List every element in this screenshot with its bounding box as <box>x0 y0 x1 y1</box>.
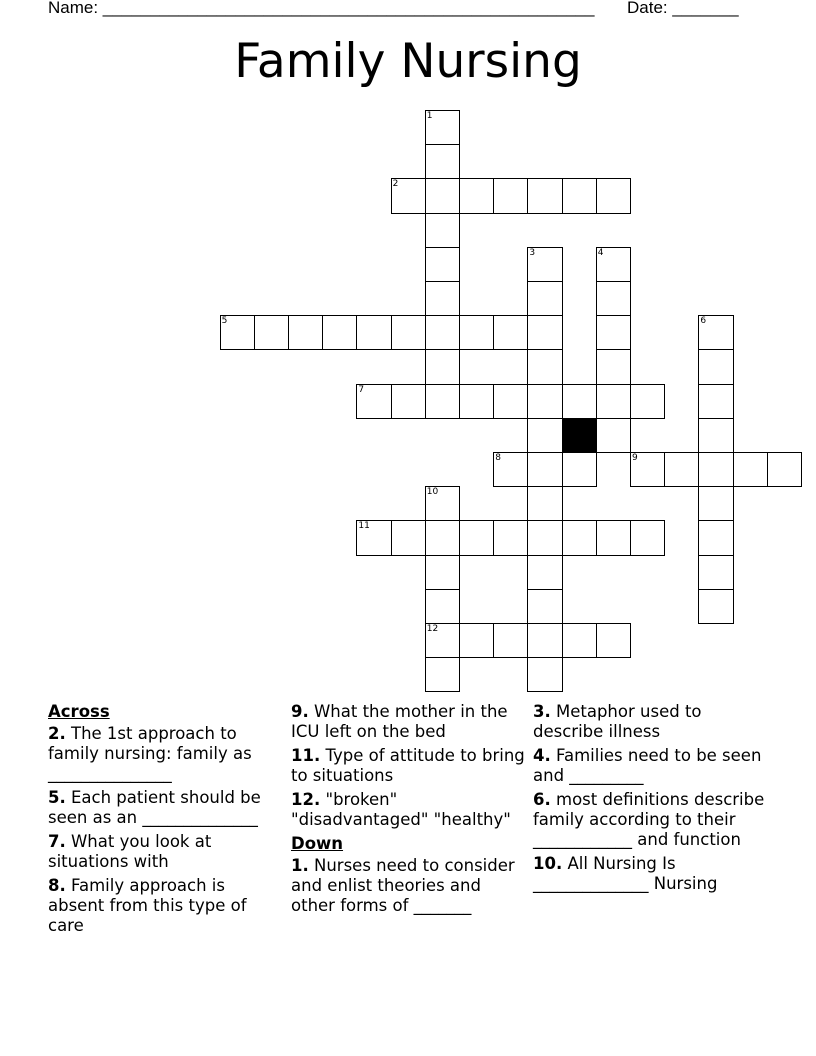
crossword-cell[interactable] <box>596 349 631 384</box>
crossword-cell[interactable] <box>527 555 562 590</box>
crossword-cell[interactable] <box>493 520 528 555</box>
crossword-cell[interactable] <box>493 178 528 213</box>
cell-number: 8 <box>495 453 501 463</box>
clue-across-7 <box>48 832 280 872</box>
cell-number: 7 <box>358 384 365 395</box>
clues-column-2 <box>291 702 527 920</box>
cell-number: 4 <box>597 247 604 258</box>
clue-number: 3. <box>533 702 551 721</box>
crossword-cell[interactable] <box>425 247 460 282</box>
name-field-label: Name: ____________________________________________________ <box>48 0 595 17</box>
crossword-cell[interactable] <box>425 486 460 521</box>
clue-number: 11. <box>291 746 321 765</box>
crossword-cell[interactable] <box>425 144 460 179</box>
crossword-cell[interactable] <box>425 555 460 590</box>
clue-number: 2. <box>48 724 66 743</box>
clue-number: 6. <box>533 790 551 809</box>
crossword-cell[interactable] <box>664 452 699 487</box>
clue-text: What the mother in the ICU left on the bed <box>291 702 508 741</box>
clue-across-5 <box>48 788 280 828</box>
clue-across-8 <box>48 876 280 936</box>
crossword-cell[interactable] <box>596 247 631 282</box>
crossword-cell[interactable] <box>527 589 562 624</box>
crossword-cell[interactable] <box>425 110 460 145</box>
crossword-cell[interactable] <box>596 623 631 658</box>
crossword-cell[interactable] <box>596 315 631 350</box>
clue-number: 9. <box>291 702 309 721</box>
clues-column-1 <box>48 702 280 940</box>
crossword-cell[interactable] <box>527 315 562 350</box>
crossword-cell[interactable] <box>698 486 733 521</box>
crossword-cell[interactable] <box>527 418 562 453</box>
clue-down-6 <box>533 790 773 850</box>
crossword-cell[interactable] <box>356 384 391 419</box>
crossword-cell[interactable] <box>698 349 733 384</box>
clue-number: 10. <box>533 854 563 873</box>
crossword-cell[interactable] <box>425 213 460 248</box>
crossword-cell[interactable] <box>527 452 562 487</box>
clue-text: Type of attitude to bring to situations <box>291 746 525 785</box>
crossword-cell[interactable] <box>425 384 460 419</box>
across-heading: Across <box>48 702 110 721</box>
crossword-cell[interactable] <box>596 178 631 213</box>
crossword-cell[interactable] <box>596 384 631 419</box>
crossword-cell[interactable] <box>562 452 597 487</box>
crossword-cell[interactable] <box>527 349 562 384</box>
crossword-cell[interactable] <box>698 555 733 590</box>
crossword-cell[interactable] <box>459 520 494 555</box>
crossword-cell[interactable] <box>493 623 528 658</box>
clue-number: 1. <box>291 856 309 875</box>
clue-text: Nurses need to consider and enlist theories and other forms of _______ <box>291 856 515 915</box>
crossword-cell[interactable] <box>698 418 733 453</box>
crossword-cell[interactable] <box>562 178 597 213</box>
down-heading: Down <box>291 834 344 853</box>
clue-number: 5. <box>48 788 66 807</box>
clue-text: What you look at situations with <box>48 832 212 871</box>
crossword-cell[interactable] <box>698 315 733 350</box>
crossword-cell[interactable] <box>698 384 733 419</box>
clue-number: 8. <box>48 876 66 895</box>
crossword-cell[interactable] <box>425 589 460 624</box>
page-title: Family Nursing <box>234 34 582 89</box>
crossword-cell[interactable] <box>562 520 597 555</box>
clue-across-2 <box>48 724 280 784</box>
crossword-cell[interactable] <box>527 281 562 316</box>
crossword-cell[interactable] <box>527 178 562 213</box>
clue-across-12 <box>291 790 527 830</box>
cell-number: 6 <box>700 316 707 327</box>
crossword-cell[interactable] <box>459 315 494 350</box>
crossword-cell[interactable] <box>425 178 460 213</box>
cell-number: 5 <box>221 316 228 327</box>
clues-column-3 <box>533 702 773 898</box>
clue-down-1 <box>291 856 527 916</box>
crossword-cell[interactable] <box>425 349 460 384</box>
crossword-cell[interactable] <box>391 178 426 213</box>
clue-text: most definitions describe family according to their ____________ and function <box>533 790 765 849</box>
crossword-cell[interactable] <box>527 384 562 419</box>
crossword-cell[interactable] <box>733 452 768 487</box>
crossword-cell[interactable] <box>459 384 494 419</box>
clue-down-10 <box>533 854 773 894</box>
crossword-cell[interactable] <box>459 623 494 658</box>
crossword-cell[interactable] <box>425 623 460 658</box>
clue-text: The 1st approach to family nursing: family as _______________ <box>48 724 252 783</box>
crossword-cell[interactable] <box>527 486 562 521</box>
crossword-cell[interactable] <box>527 520 562 555</box>
crossword-cell[interactable] <box>630 384 665 419</box>
clue-down-4 <box>533 746 773 786</box>
crossword-cell[interactable] <box>562 384 597 419</box>
date-field-label: Date: _______ <box>627 0 739 17</box>
cell-number: 11 <box>358 521 370 532</box>
crossword-cell[interactable] <box>596 418 631 453</box>
clue-down-3 <box>533 702 773 742</box>
crossword-cell[interactable] <box>630 520 665 555</box>
crossword-cell[interactable] <box>288 315 323 350</box>
crossword-block-cell <box>562 418 597 453</box>
clue-text: All Nursing Is ______________ Nursing <box>533 854 718 893</box>
cell-number: 9 <box>632 453 638 463</box>
crossword-cell[interactable] <box>767 452 802 487</box>
clue-text: Metaphor used to describe illness <box>533 702 702 741</box>
crossword-cell[interactable] <box>425 315 460 350</box>
crossword-cell[interactable] <box>493 315 528 350</box>
crossword-cell[interactable] <box>527 623 562 658</box>
crossword-cell[interactable] <box>220 315 255 350</box>
crossword-cell[interactable] <box>254 315 289 350</box>
clue-across-11 <box>291 746 527 786</box>
crossword-cell[interactable] <box>562 623 597 658</box>
crossword-cell[interactable] <box>391 315 426 350</box>
clue-text: "broken" "disadvantaged" "healthy" <box>291 790 511 829</box>
cell-number: 2 <box>392 179 399 190</box>
clue-number: 7. <box>48 832 66 851</box>
crossword-cell[interactable] <box>698 589 733 624</box>
crossword-cell[interactable] <box>459 178 494 213</box>
crossword-cell[interactable] <box>527 657 562 692</box>
cell-number: 3 <box>529 247 536 258</box>
clue-text: Families need to be seen and _________ <box>533 746 762 785</box>
clue-number: 4. <box>533 746 551 765</box>
crossword-cell[interactable] <box>698 520 733 555</box>
crossword-cell[interactable] <box>322 315 357 350</box>
crossword-cell[interactable] <box>493 384 528 419</box>
crossword-cell[interactable] <box>356 315 391 350</box>
crossword-cell[interactable] <box>425 520 460 555</box>
crossword-cell[interactable] <box>630 452 665 487</box>
crossword-cell[interactable] <box>391 384 426 419</box>
crossword-cell[interactable] <box>596 520 631 555</box>
clue-across-9 <box>291 702 527 742</box>
crossword-cell[interactable] <box>425 657 460 692</box>
cell-number: 1 <box>426 111 433 121</box>
cell-number: 10 <box>426 487 439 498</box>
crossword-cell[interactable] <box>527 247 562 282</box>
clue-text: Each patient should be seen as an ______________ <box>48 788 261 827</box>
crossword-cell[interactable] <box>698 452 733 487</box>
crossword-cell[interactable] <box>596 281 631 316</box>
crossword-cell[interactable] <box>425 281 460 316</box>
clue-text: Family approach is absent from this type of care <box>48 876 247 935</box>
crossword-cell[interactable] <box>493 452 528 487</box>
crossword-cell[interactable] <box>356 520 391 555</box>
cell-number: 12 <box>426 624 439 634</box>
crossword-cell[interactable] <box>391 520 426 555</box>
clue-number: 12. <box>291 790 321 809</box>
